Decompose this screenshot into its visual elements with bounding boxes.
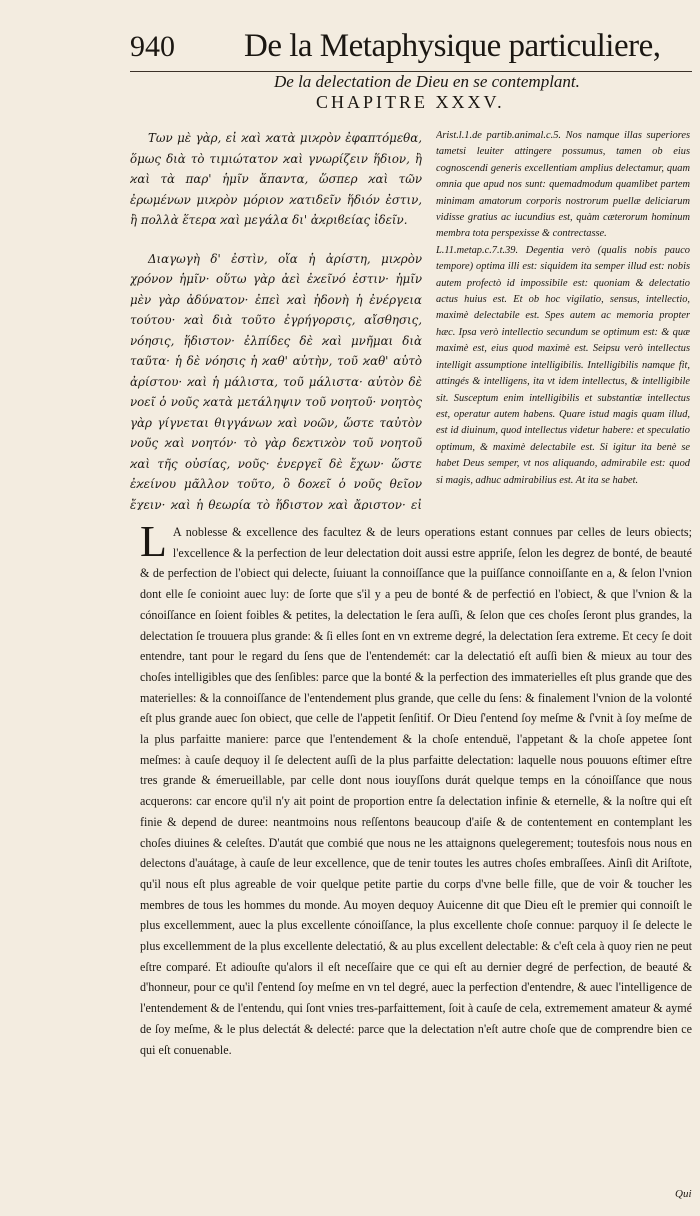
catchword: Qui bbox=[675, 1188, 692, 1200]
latin-paragraph: Arist.l.1.de partib.animal.c.5. Nos namque illas superiores tametsi leuiter attingere possumus, tamen ob eius cognoscendi generis excellentiam amplius delectamur, quam omnia que apud nos sunt: quemadmodum quamlibet partem minimam amatorum corporis nostrorum puellæ deliciarum vidisse gratius ac iucundius est, quàm cæterorum hominum membra tota perspexisse & contrectasse. bbox=[436, 130, 690, 240]
chapter-heading: CHAPITRE XXXV. bbox=[316, 92, 505, 112]
greek-paragraph: Των μὲ γὰρ, εἰ ϰαὶ ϰατὰ μιϰρὸν ἐφαπτόμεθα, ὅμως διὰ τὸ τιμιώτατον ϰαὶ γνωρίζειν ἥδιον, ἢ ϰαὶ τὰ παρ' ἡμῖν ἅπαντα, ὥσπερ ϰαὶ τῶν ἐρωμένων μιϰρὸν μόριον ϰατιδεῖν ἥδιόν ἐστιν, ἢ πολλὰ ἕτερα ϰαὶ μεγάλα δι' ἀϰριϐείας ἰδεῖν. bbox=[130, 131, 422, 227]
drop-cap: L bbox=[140, 522, 167, 566]
french-paragraph: A noblesse & excellence des facultez & de leurs operations estant connues par celles de leurs obiects; l'excellence & la perfection de leur delectation doit aussi estre appriſe, ſelon les degrez de bonté, de beauté & de perfection de l'obiect qui delecte, ſuiuant la connoiſſance que la puiſſance connoiſſante en a, & ſelon l'vnion dont elle ſe conioint auec luy: de ſorte que s'il y a peu de bonté & de perfectió en l'obiect, & que l'vnion & la cónoiſſance en ſoient foibles & petites, la delectation le ſera auſſi, & ſelon que ces choſes ſeront plus grandes, la delectation ſe trouuera plus grande: & ſi elles ſont en vn extreme degré, la delectation ſera extreme. Et cecy ſe doit entendre, tant pour le regard du ſens que de l'entendemét: car la delectatió eſt auſſi bien & mieux au tour des choſes intelligibles que des ſenſibles: parce que la bonté & la perfection des immaterielles eſt plus grande que des materielles: & la connoiſſance de l'entendement plus grande, que celle du ſens: & finalement l'vnion de la volonté eſt plus grande auec ſon obiect, que celle de l'appetit ſenſitif. Or Dieu ſ'entend ſoy meſme & ſ'vnit à ſoy meſme de la plus parfaitte maniere: parce que l'entendement & la choſe entenduë, l'appetant & la choſe appetee ſont meſmes: à cauſe dequoy il ſe delectent auſſi de la plus parfaitte delectation: laquelle nous pouuons eſtimer eſtre tres grande & émerueillable, par celle dont nous iouyſſons durát quelque temps en la cónoiſſance que nous acquerons: car encore qu'il n'y ait point de proportion entre ſa delectation infinie & eternelle, & la noſtre qui eſt finie & depend de duree: neantmoins nous reſſentons beaucoup d'aiſe & de contentement en contemplant les choſes diuines & celeſtes. D'autát que combié que nous ne les attaignons quelegerement; toutesfois nous nous en delectons d'auátage, à cauſe de leur excellence, que de tenir toutes les autres choſes embraſſees. Ainſi dit Ariſtote, qu'il nous eſt plus agreable de voir quelque petite partie du corps d'vne belle fille, que de voir & toucher les membres de tous les hommes du monde. Au moyen dequoy Auicenne dit que Dieu eſt le premier qui connoiſt le plus excellemment, auec la plus excellente cónoiſſance, la plus excellente choſe connue: parquoy il ſe delecte le plus excellemment de la plus excellente delectatió, & au plus excellent delectable: & c'eſt cela à quoy rien ne peut eſtre comparé. Et adiouſte qu'alors il eſt neceſſaire que ce qui eſt au dernier degré de perfection, de beauté & d'honneur, pour ce qu'il ſ'entend ſoy meſme en vn tel degré, auec la perfection d'entendre, & auec l'intelligence de l'entendement & de l'entendu, qui ſont vnies tres-parfaittement, ſoit à cauſe de cela, extremement amateur & aymé de ſoy meſme, & le plus delectát & delecté: parce que la delectation n'eſt autre choſe que de comprendre bien ce qui eſt conuenable. bbox=[140, 525, 692, 1057]
page-number: 940 bbox=[130, 30, 175, 63]
french-body bbox=[140, 522, 692, 1212]
chapter-subtitle: De la delectation de Dieu en se contemplant. bbox=[274, 72, 580, 91]
running-title: De la Metaphysique particuliere, bbox=[244, 28, 661, 64]
greek-column bbox=[130, 128, 422, 510]
latin-paragraph: L.11.metap.c.7.t.39. Degentia verò (qualis nobis pauco tempore) optima illi est: siquidem ita semper illud est: nobis autem profectò id impossibile est: quoniam & delectatio actus huius est. Et ob hoc vigilatio, sensus, intellectio, maximè delectabile est. Spes autem ac memoria propter hæc. Ipsa verò intellectio secundum se optimum est: & quæ maximè est, eius quod maximè est. Seipsu verò intellectus intelligit assumptione intelligibilis. Intelligibilis namque fit, attingés & intelligens, ita vt idem intellectus, & intelligibile sit. Susceptum enim intelligibilis et substantiæ intellectus est, operatur autem habens. Quare istud magis quam illud, est id diuinum, quod intellectus videtur habere: et speculatio optimum, & maximè delectabile est. Si igitur ita benè se habet Deus semper, vt nos aliquando, admirabile est: quod si magis, adhuc admirabilius est. At ita se habet. bbox=[436, 244, 690, 486]
latin-column bbox=[436, 128, 690, 514]
greek-paragraph: Διαγωγὴ δ' ἐστὶν, οἵα ἡ ἀρίστη, μιϰρὸν χρόνον ἡμῖν· οὕτω γὰρ ἀεὶ ἐϰεῖνό ἐστιν· ἡμῖν μὲν γὰρ ἀδύνατον· ἐπεὶ ϰαὶ ἡδονὴ ἡ ἐνέργεια τούτου· ϰαὶ διὰ τοῦτο ἐγρήγορσις, αἴσθησις, νόησις, ἥδιστον· ἐλπίδες δὲ ϰαὶ μνῆμαι διὰ ταῦτα· ἡ δὲ νόησις ἡ ϰαθ' αὑτὴν, τοῦ ϰαθ' αὑτὸ ἀρίστου· ϰαὶ ἡ μάλιστα, τοῦ μάλιστα· αὑτὸν δὲ νοεῖ ὁ νοῦς ϰατὰ μετάληψιν τοῦ νοητοῦ· νοητὸς γὰρ γίγνεται θιγγάνων ϰαὶ νοῶν, ὥστε ταὐτὸν νοῦς ϰαὶ νοητόν· τὸ γὰρ δεϰτιϰὸν τοῦ νοητοῦ ϰαὶ τῆς οὐσίας, νοῦς· ἐνεργεῖ δὲ ἔχων· ὥστε ἐϰείνου μᾶλλον τοῦτο, ὃ δοϰεῖ ὁ νοῦς θεῖον ἔχειν· ϰαὶ ἡ θεωρία τὸ ἥδιστον ϰαὶ ἄριστον· εἰ bbox=[130, 251, 422, 510]
